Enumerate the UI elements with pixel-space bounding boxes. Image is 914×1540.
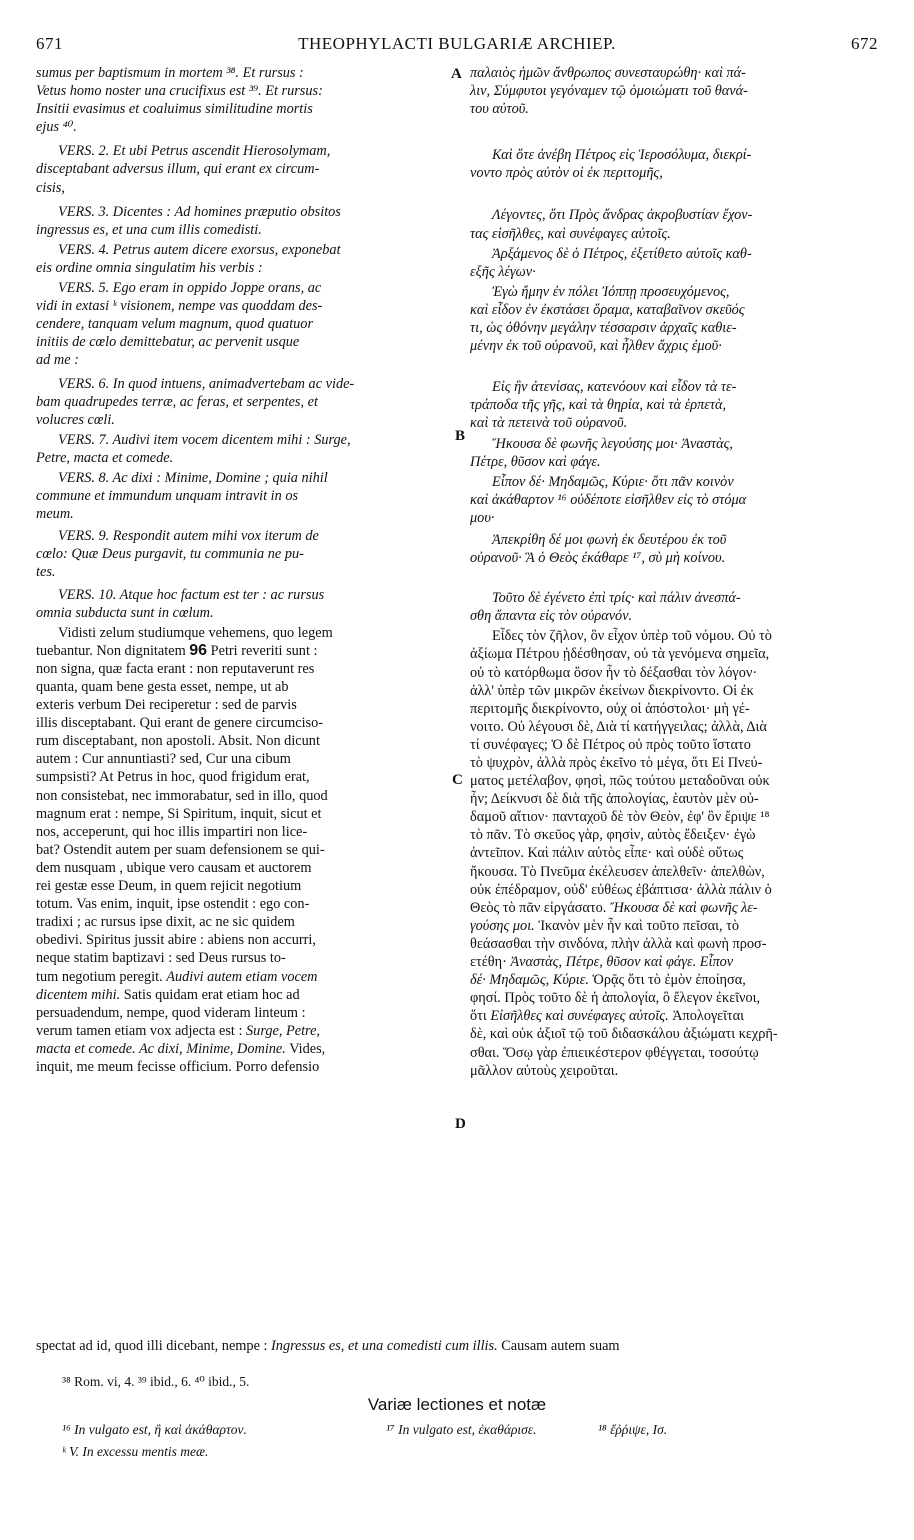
text-line: eis ordine omnia singulatim his verbis : xyxy=(36,259,263,276)
commentary-line: ετέθη· Ἀναστὰς, Πέτρε, θῦσον καὶ φάγε. Εἶπον xyxy=(470,954,734,971)
commentary-line: rum disceptabant, non apostoli. Absit. Non dicunt xyxy=(36,733,320,750)
margin-marker-c: C xyxy=(452,772,463,788)
commentary-line: tum negotium peregit. Audivi autem etiam vocem xyxy=(36,968,318,985)
text-line: Petre, macta et comede. xyxy=(36,449,174,466)
commentary-line: οὐ τὸ κατόρθωμα ὅσον ἦν τὸ δέξασθαι τὸν λόγον· xyxy=(470,664,758,681)
commentary-line: exteris verbum Dei reciperetur : sed de parvis xyxy=(36,697,297,714)
verse-4: VERS. 4. Petrus autem dicere exorsus, exponebat xyxy=(58,241,341,258)
text-line: ejus ⁴⁰. xyxy=(36,119,77,136)
margin-marker-d: D xyxy=(455,1116,466,1132)
commentary-line: neque statim baptizavi : sed Deus rursus to- xyxy=(36,950,286,967)
full-width-line: spectat ad id, quod illi dicebant, nempe : Ingressus es, et una comedisti cum illis. Causam autem suam xyxy=(36,1338,620,1354)
commentary-line: Vidisti zelum studiumque vehemens, quo legem xyxy=(58,624,333,641)
text-line: καὶ ἀκάθαρτον ¹⁶ οὐδέποτε εἰσῆλθεν εἰς τὸ στόμα xyxy=(470,491,747,508)
text-line: volucres cœli. xyxy=(36,411,115,428)
margin-marker-b: B xyxy=(455,428,466,444)
text-line: meum. xyxy=(36,506,74,523)
footnote-k: ᵏ V. In excessu mentis meæ. xyxy=(62,1444,209,1459)
commentary-line: sumpsisti? At Petrus in hoc, quod frigidum erat, xyxy=(36,769,310,786)
text-line: initiis de cœlo demittebatur, ac pervenit usque xyxy=(36,334,300,351)
commentary-line: dicentem mihi. Satis quidam erat etiam hoc ad xyxy=(36,986,300,1003)
variae-lectiones-title: Variæ lectiones et notæ xyxy=(367,1395,547,1414)
commentary-line: φησί. Πρὸς τοῦτο δὲ ἡ ἀπολογία, ὃ ἔλεγον ἐκεῖνοι, xyxy=(470,990,761,1007)
commentary-line: inquit, me meum fecisse officium. Porro defensio xyxy=(36,1058,320,1075)
text-line: παλαιὸς ἡμῶν ἄνθρωπος συνεσταυρώθη· καὶ πά- xyxy=(470,65,746,81)
commentary-line: τὸ ψυχρὸν, ἀλλὰ πρὸς ἐκεῖνο τὸ μέγα, ὅτι Εἰ Πνεύ- xyxy=(470,755,763,771)
commentary-line: δέ· Μηδαμῶς, Κύριε. Ὁρᾷς ὅτι τὸ ἐμὸν ἐποίησα, xyxy=(470,972,746,989)
commentary-line: persuadendum, nempe, quod videram linteum : xyxy=(36,1004,306,1021)
text-line: τας εἰσῆλθες, καὶ συνέφαγες αὐτοῖς. xyxy=(470,225,671,242)
commentary-line: μᾶλλον αὐτοὺς χειροῦται. xyxy=(470,1062,619,1079)
commentary-line: δὲ, καὶ οὐκ ἀξιοῖ τῷ τοῦ διδασκάλου ἀξιώματι κεχρῆ- xyxy=(470,1026,778,1043)
verse-2: VERS. 2. Et ubi Petrus ascendit Hierosolymam, xyxy=(58,143,331,160)
text-line: sumus per baptismum in mortem ³⁸. Et rursus : xyxy=(36,65,304,81)
commentary-line: bat? Ostendit autem per suam defensionem se qui- xyxy=(36,841,325,858)
page-header xyxy=(36,34,878,56)
text-line: τράποδα τῆς γῆς, καὶ τὰ θηρία, καὶ τὰ ἑρπετὰ, xyxy=(470,397,727,414)
text-line: μένην ἐκ τοῦ οὐρανοῦ, καὶ ἦλθεν ἄχρις ἐμοῦ· xyxy=(470,338,722,355)
margin-marker-a: A xyxy=(451,66,462,82)
commentary-line: ἀντεῖπον. Καὶ πάλιν αὐτὸς εἶπε· καὶ οὐδὲ οὕτως xyxy=(470,845,744,862)
text-line: ingressus es, et una cum illis comedisti. xyxy=(36,221,262,238)
text-line: του αὐτοῦ. xyxy=(470,101,529,118)
text-line: bam quadrupedes terræ, ac feras, et serpentes, et xyxy=(36,393,318,410)
commentary-line: οὐκ ἐπέδραμον, οὐδ' εὐθέως ἐβάπτισα· ἀλλὰ πάλιν ὁ xyxy=(470,881,772,898)
verse-6: Εἰς ἣν ἀτενίσας, κατενόουν καὶ εἶδον τὰ τε- xyxy=(492,379,737,396)
text-line: μου· xyxy=(470,509,495,526)
verse-7: VERS. 7. Audivi item vocem dicentem mihi : Surge, xyxy=(58,431,351,448)
text-line: cœlo: Quæ Deus purgavit, tu communia ne pu- xyxy=(36,546,304,563)
page-number-right: 672 xyxy=(851,34,878,53)
commentary-line: γούσης μοι. Ἱκανὸν μὲν ἦν καὶ τοῦτο πεῖσαι, τὸ xyxy=(470,917,740,934)
verse-3: Λέγοντες, ὅτι Πρὸς ἄνδρας ἀκροβυστίαν ἔχον- xyxy=(492,207,753,224)
commentary-line: dem nusquam , ubique vero causam et auctorem xyxy=(36,859,312,876)
footnote-17: ¹⁷ In vulgato est, ἐκαθάρισε. xyxy=(386,1422,537,1437)
verse-4: Ἀρξάμενος δὲ ὁ Πέτρος, ἐξετίθετο αὐτοῖς καθ- xyxy=(492,245,752,262)
commentary-line: ἀλλ' ὑπὲρ τῶν μικρῶν ἐκείνων διεκρίνοντο. Οἱ ἐκ xyxy=(470,682,754,699)
commentary-line: verum tamen etiam vox adjecta est : Surge, Petre, xyxy=(36,1022,320,1039)
commentary-line: τί συνέφαγες; Ὁ δὲ Πέτρος οὐ πρὸς τοῦτο ἵστατο xyxy=(470,736,751,753)
text-line: cisis, xyxy=(36,179,65,196)
commentary-line: tradixi ; ac rursus ipse dixit, ac ne sic quidem xyxy=(36,914,295,931)
commentary-line: Θεὸς τὸ πᾶν εἰργάσατο. Ἤκουσα δὲ καὶ φωνῆς λε- xyxy=(470,899,758,916)
commentary-line: totum. Vas enim, inquit, ipse ostendit : ego con- xyxy=(36,896,310,913)
commentary-line: σθαι. Ὅσῳ γὰρ ἐπιεικέστερον φθέγγεται, τοσούτῳ xyxy=(470,1044,759,1061)
verse-10: VERS. 10. Atque hoc factum est ter : ac rursus xyxy=(58,586,325,603)
commentary-line: ματος μετέλαβον, φησὶ, πῶς τούτου μεταδοῦναι οὐκ xyxy=(470,773,770,790)
commentary-line: Εἶδες τὸν ζῆλον, ὃν εἶχον ὑπὲρ τοῦ νόμου. Οὐ τὸ xyxy=(492,628,772,645)
verse-9: Ἀπεκρίθη δέ μοι φωνὴ ἐκ δευτέρου ἐκ τοῦ xyxy=(492,531,727,548)
text-line: Vetus homo noster una crucifixus est ³⁹. Et rursus: xyxy=(36,83,323,100)
greek-column xyxy=(470,64,880,1080)
scripture-references: ³⁸ Rom. vi, 4. ³⁹ ibid., 6. ⁴⁰ ibid., 5. xyxy=(62,1374,250,1389)
text-line: cendere, tanquam velum magnum, quod quatuor xyxy=(36,316,314,333)
footnote-16: ¹⁶ In vulgato est, ἢ καὶ ἀκάθαρτον. xyxy=(62,1422,247,1437)
verse-3: VERS. 3. Dicentes : Ad homines præputio obsitos xyxy=(58,203,341,220)
running-title: THEOPHYLACTI BULGARIÆ ARCHIEP. xyxy=(298,34,616,53)
commentary-line: ἤκουσα. Τὸ Πνεῦμα ἐκέλευσεν ἀπελθεῖν· ἀπελθὼν, xyxy=(470,863,765,880)
footnote-18: ¹⁸ ἔῤῥιψε, Ισ. xyxy=(598,1422,668,1437)
text-line: σθη ἅπαντα εἰς τὸν οὐρανόν. xyxy=(470,608,633,625)
text-line: omnia subducta sunt in cœlum. xyxy=(36,604,214,621)
commentary-line: obedivi. Spiritus jussit abire : abiens non accurri, xyxy=(36,932,316,949)
text-line: τι, ὡς ὀθόνην μεγάλην τέσσαρσιν ἀρχαῖς καθιε- xyxy=(470,320,737,337)
commentary-line: illis disceptabant. Qui erant de genere circumciso- xyxy=(36,715,324,732)
latin-column xyxy=(36,64,448,1076)
text-line: εξῆς λέγων· xyxy=(470,263,536,280)
commentary-line: non signa, quæ facta erant : non reputaverunt res xyxy=(36,660,315,677)
text-line: commune et immundum unquam intravit in os xyxy=(36,488,299,505)
commentary-line: magnum erat : nempe, Si Spiritum, inquit, sicut et xyxy=(36,805,322,822)
verse-6: VERS. 6. In quod intuens, animadvertebam ac vide- xyxy=(58,375,355,392)
text-line: Insitii evasimus et coaluimus similitudine mortis xyxy=(36,101,313,118)
commentary-line: quanta, quam bene gesta esset, nempe, ut ab xyxy=(36,679,289,695)
text-line: καὶ τὰ πετεινὰ τοῦ οὐρανοῦ. xyxy=(470,415,628,432)
commentary-line: τὸ πᾶν. Τὸ σκεῦος γὰρ, φησὶν, αὐτὸς ἔδειξεν· ἐγὼ xyxy=(470,827,756,844)
commentary-line: θεάσασθαι τὴν σινδόνα, πλὴν ἀλλὰ καὶ φωνὴ προσ- xyxy=(470,935,767,952)
commentary-line: autem : Cur annuntiasti? sed, Cur una cibum xyxy=(36,751,291,768)
commentary-line: nos, acceperunt, qui hoc illis impartiri non lice- xyxy=(36,823,308,840)
verse-10: Τοῦτο δὲ ἐγένετο ἐπὶ τρίς· καὶ πάλιν ἀνεσπά- xyxy=(492,590,741,607)
text-line: Πέτρε, θῦσον καὶ φάγε. xyxy=(470,453,601,470)
text-line: tes. xyxy=(36,564,56,581)
verse-5: Ἐγὼ ἤμην ἐν πόλει Ἰόππῃ προσευχόμενος, xyxy=(492,283,730,300)
commentary-line: macta et comede. Ac dixi, Minime, Domine. Vides, xyxy=(36,1040,326,1057)
text-line: ad me : xyxy=(36,352,79,369)
verse-5: VERS. 5. Ego eram in oppido Joppe orans, ac xyxy=(58,280,322,297)
verse-8: VERS. 8. Ac dixi : Minime, Domine ; quia nihil xyxy=(58,469,328,486)
text-line: οὐρανοῦ· Ἃ ὁ Θεὸς ἐκάθαρε ¹⁷, σὺ μὴ κοίνου. xyxy=(470,550,726,567)
commentary-line: ἦν; Δείκνυσι δὲ διὰ τῆς ἀπολογίας, ἑαυτὸν μὲν οὐ- xyxy=(470,791,759,808)
verse-7: Ἤκουσα δὲ φωνῆς λεγούσης μοι· Ἀναστὰς, xyxy=(492,435,733,452)
commentary-line: ὅτι Εἰσῆλθες καὶ συνέφαγες αὐτοῖς. Ἀπολογεῖται xyxy=(470,1008,745,1025)
text-line: καὶ εἶδον ἐν ἐκστάσει ὅραμα, καταβαῖνον σκεῦός xyxy=(470,301,745,318)
text-line: disceptabant adversus illum, qui erant ex circum- xyxy=(36,161,320,178)
verse-2: Καὶ ὅτε ἀνέβη Πέτρος εἰς Ἱεροσόλυμα, διεκρί- xyxy=(492,147,752,164)
text-line: νοντο πρὸς αὐτὸν οἱ ἐκ περιτομῆς, xyxy=(470,165,663,182)
commentary-line: rei gestæ esse Deum, in quem rejicit negotium xyxy=(36,878,302,895)
verse-9: VERS. 9. Respondit autem mihi vox iterum de xyxy=(58,528,319,545)
commentary-line: νοιτο. Οὐ λέγουσι δὲ, Διὰ τί κατήγγειλας; ἀλλὰ, Διὰ xyxy=(470,718,767,735)
commentary-line: περιτομῆς διεκρίνοντο, οὐχ οἱ ἀπόστολοι· μὴ γέ- xyxy=(470,700,750,717)
commentary-line: δαμοῦ αἴτιον· πανταχοῦ δὲ τὸν Θεὸν, ἐφ' ὃν ἔριψε ¹⁸ xyxy=(470,809,770,826)
text-line: λιν, Σύμφυτοι γεγόναμεν τῷ ὁμοιώματι τοῦ θανά- xyxy=(470,83,748,100)
commentary-line: ἀξίωμα Πέτρου ᾐδέσθησαν, οὐ τὰ γενόμενα σημεῖα, xyxy=(470,646,770,663)
column-number: 96 xyxy=(189,641,208,659)
verse-8: Εἶπον δέ· Μηδαμῶς, Κύριε· ὅτι πᾶν κοινὸν xyxy=(492,473,734,490)
commentary-line: non consistebat, nec immorabatur, sed in illo, quod xyxy=(36,787,328,804)
text-line: vidi in extasi ᵏ visionem, nempe vas quoddam des- xyxy=(36,298,323,315)
commentary-line: tuebantur. Non dignitatem 96 Petri reveriti sunt : xyxy=(36,641,318,659)
page-number-left: 671 xyxy=(36,34,63,53)
